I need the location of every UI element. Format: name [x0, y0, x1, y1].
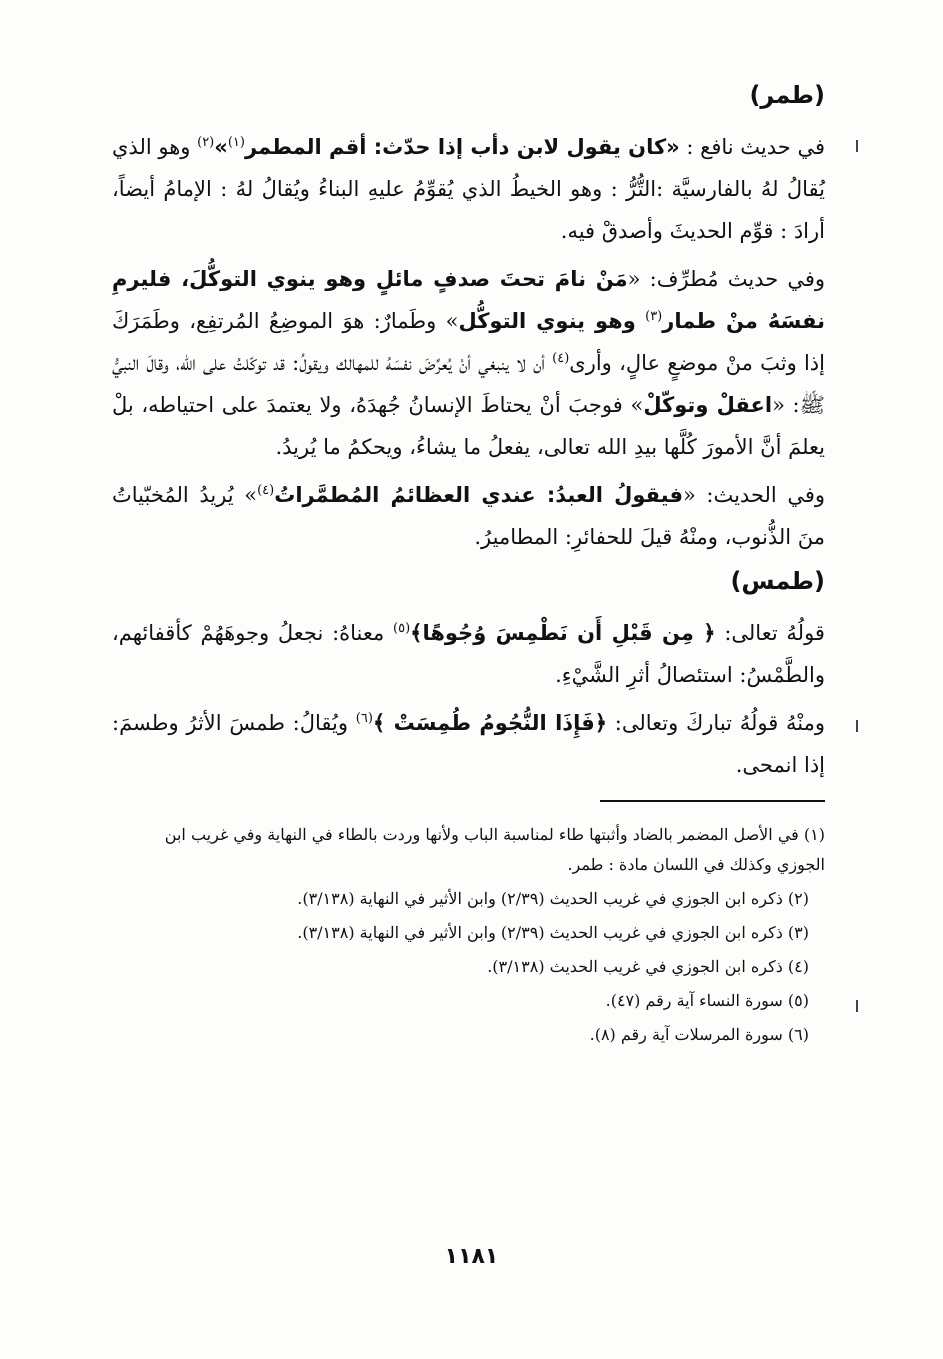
footnote-ref-6[interactable]: (٦) — [355, 711, 373, 726]
section-heading-tamr: (طمر) — [749, 81, 825, 109]
paragraph-nujum-verse — [112, 702, 825, 786]
paragraph-mutammarat-hadith — [112, 474, 825, 558]
page-number: ١١٨١ — [444, 1244, 499, 1269]
footnote-1: (١) في الأصل المضمر بالضاد وأثبتها طاء لمناسبة الباب ولأنها وردت بالطاء في النهاية وفي غريب ابن الجوزي وكذلك في اللسان مادة : طمر. — [164, 825, 825, 874]
quran-verse: ﴿فَإِذَا النُّجُومُ طُمِسَتْ ﴾ — [372, 711, 608, 735]
paragraph-text: وهو الذي يُقالُ لهُ بالفارسيَّة :التُّرُّ : وهو الخيطُ الذي يُقوِّمُ عليهِ البناءُ ويُقالُ لهُ : الإمامُ أيضاً، أرادَ : قوِّم الحديثَ وأصدقْ فيه. — [111, 135, 825, 243]
footnote-divider — [600, 800, 825, 802]
paragraph-text: » يُريدُ المُخبّياتُ منَ الذُّنوب، ومنْهُ قيلَ للحفائرِ: المطاميرُ. — [112, 483, 825, 549]
margin-mark — [856, 1000, 858, 1012]
footnote-ref-3[interactable]: (٣) — [645, 309, 663, 324]
paragraph-lead: قولُهُ تعالى: — [724, 621, 825, 645]
footnotes-section — [112, 820, 825, 1050]
paragraph-text: » وطَمارٌ: هوَ الموضِعُ المُرتفِع، وطَمَرَكَ إذا وثبَ منْ موضعٍ عالٍ، وأرى — [112, 309, 825, 375]
paragraph-text-2: أن لا ينبغي أنْ يُعرِّضَ نفسَهُ للمهالك ويقولُ: قد توكّلتُ على الله، وقالَ النبيُّ ﷺ: « — [112, 351, 826, 417]
paragraph-lead: وفي الحديث: « — [682, 483, 825, 507]
paragraph-tams-verse — [112, 612, 825, 696]
paragraph-nafi-hadith — [112, 126, 825, 252]
hadith-quote: «كان يقول لابن دأب إذا حدّث: أقم المطمر — [244, 135, 680, 159]
quran-verse: ﴿ مِن قَبْلِ أَن نَطْمِسَ وُجُوهًا﴾ — [410, 621, 716, 645]
paragraph-text: معناهُ: نجعلُ وجوهَهُمْ كأقفائهم، والطَّمْسُ: استئصالُ أثرِ الشَّيْءِ. — [112, 621, 825, 687]
hadith-quote: مَنْ نامَ تحتَ صدفٍ مائلٍ وهو ينوي التوكُّلَ، فليرمِ نفسَهُ منْ طمار — [112, 267, 825, 333]
section-heading-tams: (طمس) — [730, 567, 825, 595]
paragraph-lead: في حديث نافع : — [686, 135, 825, 159]
paragraph-text: ويُقالُ: طمسَ الأثرُ وطسمَ: إذا انمحى. — [112, 711, 825, 777]
footnote-3: (٣) ذكره ابن الجوزي في غريب الحديث (٢/٣٩) وابن الأثير في النهاية (٣/١٣٨). — [297, 923, 809, 942]
footnote-4: (٤) ذكره ابن الجوزي في غريب الحديث (٣/١٣٨). — [487, 957, 809, 976]
paragraph-lead: ومنْهُ قولُهُ تباركَ وتعالى: — [614, 711, 825, 735]
paragraph-text-3: » فوجبَ أنْ يحتاطَ الإنسانُ جُهدَهُ، ولا يعتمدَ على احتياطه، بلْ يعلمَ أنَّ الأمورَ كُلَّها بيدِ الله تعالى، يفعلُ ما يشاءُ، ويحكمُ ما يُريدُ. — [112, 393, 825, 459]
footnote-ref-2[interactable]: (٢) — [197, 135, 215, 150]
margin-mark — [856, 720, 858, 732]
footnote-5: (٥) سورة النساء آية رقم (٤٧). — [605, 991, 809, 1010]
footnote-2: (٢) ذكره ابن الجوزي في غريب الحديث (٢/٣٩) وابن الأثير في النهاية (٣/١٣٨). — [297, 889, 809, 908]
quote-close: » — [214, 135, 228, 159]
paragraph-lead: وفي حديث مُطرِّف: « — [627, 267, 825, 291]
footnote-6: (٦) سورة المرسلات آية رقم (٨). — [589, 1025, 809, 1044]
hadith-quote-continued: وهو ينوي التوكُّل — [458, 309, 636, 333]
footnote-ref-1[interactable]: (١) — [227, 135, 245, 150]
paragraph-mutarrif-hadith — [112, 258, 825, 468]
footnote-ref-4[interactable]: (٤) — [552, 351, 570, 366]
prophet-quote: اعقلْ وتوكّلْ — [643, 393, 773, 417]
footnote-ref-5[interactable]: (٥) — [393, 621, 411, 636]
footnote-ref-4b[interactable]: (٤) — [257, 483, 275, 498]
margin-mark — [856, 140, 858, 152]
hadith-quote: فيقولُ العبدُ: عندي العظائمُ المُطمَّراتُ — [274, 483, 683, 507]
